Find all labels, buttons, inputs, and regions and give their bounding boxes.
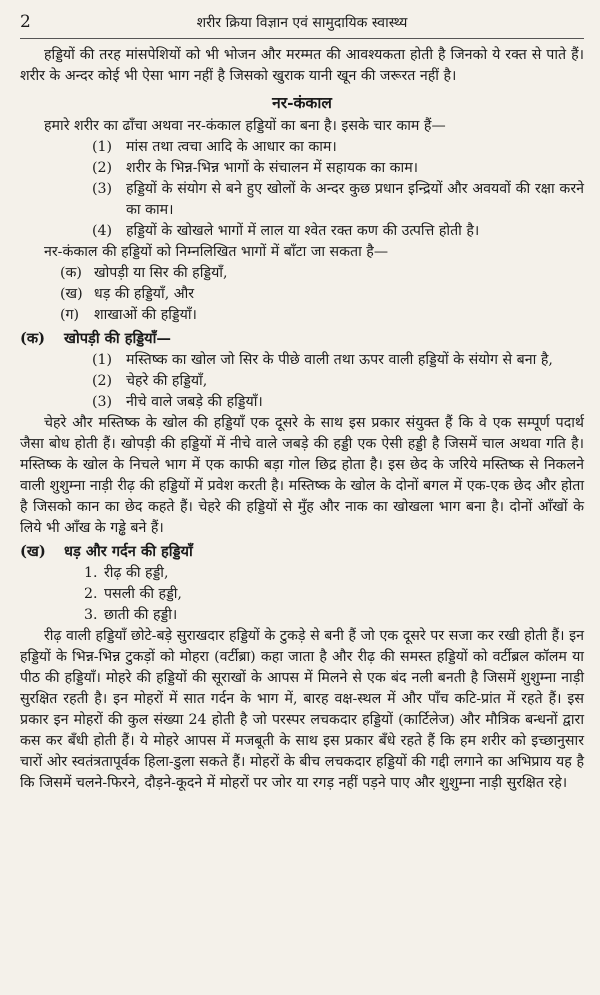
page-header [20,12,584,39]
list-item [20,305,584,326]
list-text: खोपड़ी या सिर की हड्डियाँ, [94,265,228,281]
list-item [20,284,584,305]
skull-heading [20,328,584,350]
list-text: हड्डियों के संयोग से बने हुए खोलों के अन्दर कुछ प्रधान इन्द्रियों और अवयवों की रक्षा करने का काम। [126,181,584,218]
list-marker: (ख) [60,286,83,302]
list-marker: 1. [84,565,98,581]
heading-text: खोपड़ी की हड्डियाँ— [64,330,172,347]
list-text: शरीर के भिन्न-भिन्न भागों के संचालन में सहायक का काम। [126,160,419,176]
heading-text: धड़ और गर्दन की हड्डियाँ [64,543,193,560]
list-item [20,158,584,179]
list-text: छाती की हड्डी। [104,607,178,623]
trunk-paragraph: रीढ़ वाली हड्डियाँ छोटे-बड़े सुराखदार हड्डियों के टुकड़े से बनी हैं जो एक दूसरे पर सजा कर रखी होती हैं। इन हड्डियों के भिन्न-भिन्न टुकड़ों को मोहरा (वर्टीब्रा) कहा जाता है और रीढ़ की समस्त हड्डियों को वर्टीब्रल कॉलम या पीठ की हड्डियाँ। मोहरे की हड्डियों की सूराखों के आपस में मिलने से एक बंद नली बनती है जिसमें शुशुम्ना नाड़ी सुरक्षित रहती है। इन मोहरों में सात गर्दन के भाग में, बारह वक्ष-स्थल में और पाँच कटि-प्रांत में रहते हैं। इस प्रकार इन मोहरों की कुल संख्या 24 होती है जो परस्पर लचकदार हड्डियों (कार्टिलेज) और मौत्रिक बन्धनों द्वारा कस कर बँधी होती हैं। ये मोहरे आपस में मजबूती के साथ इस प्रकार बँधे रहते हैं कि हम शरीर को इच्छानुसार चारों ओर स्वतंत्रतापूर्वक हिला-डुला सकते हैं। मोहरों के बीच लचकदार हड्डियों की गद्दी लगाने का अभिप्राय यह है कि जिसमें चलने-फिरने, दौड़ने-कूदने में मोहरों पर जोर या रगड़ नहीं पड़ने पाए और शुशुम्ना नाड़ी सुरक्षित रहे। [20,628,584,791]
list-text: नीचे वाले जबड़े की हड्डियाँ। [126,394,263,410]
list-item [20,179,584,221]
list-marker: (1) [92,139,113,155]
list-marker: (ग) [60,307,80,323]
skeleton-intro: हमारे शरीर का ढाँचा अथवा नर-कंकाल हड्डियों का बना है। इसके चार काम हैं— [44,118,446,134]
list-marker: (3) [92,181,113,197]
list-item [20,371,584,392]
list-text: धड़ की हड्डियाँ, और [94,286,195,302]
skull-list [20,350,584,413]
list-marker: (1) [92,352,113,368]
list-marker: (3) [92,394,113,410]
list-marker: (क) [60,265,82,281]
list-marker: 3. [84,607,98,623]
list-item [20,584,584,605]
heading-marker: (क) [20,330,46,347]
list-item [20,563,584,584]
list-text: हड्डियों के खोखले भागों में लाल या श्वेत रक्त कण की उत्पत्ति होती है। [126,223,480,239]
list-marker: 2. [84,586,98,602]
list-item [20,392,584,413]
list-item [20,350,584,371]
functions-list [20,137,584,242]
list-item [20,137,584,158]
section-title: नर-कंकाल [272,93,332,112]
list-item [20,221,584,242]
parts-list [20,263,584,326]
page-number: 2 [20,12,31,32]
intro-paragraph: हड्डियों की तरह मांसपेशियों को भी भोजन और मरम्मत की आवश्यकता होती है जिनको ये रक्त से पाते हैं। शरीर के अन्दर कोई भी ऐसा भाग नहीं है जिसको खुराक यानी खून की जरूरत नहीं है। [20,47,584,84]
trunk-list [20,563,584,626]
running-title: शरीर क्रिया विज्ञान एवं सामुदायिक स्वास्थ्य [196,15,408,31]
list-text: शाखाओं की हड्डियाँ। [94,307,197,323]
list-text: पसली की हड्डी, [104,586,182,602]
list-text: रीढ़ की हड्डी, [104,565,169,581]
list-marker: (2) [92,160,113,176]
list-marker: (2) [92,373,113,389]
division-intro: नर-कंकाल की हड्डियों को निम्नलिखित भागों में बाँटा जा सकता है— [44,244,389,260]
trunk-heading [20,541,584,563]
list-text: मस्तिष्क का खोल जो सिर के पीछे वाली तथा ऊपर वाली हड्डियों के संयोग से बना है, [126,352,553,368]
list-text: मांस तथा त्वचा आदि के आधार का काम। [126,139,337,155]
skull-paragraph: चेहरे और मस्तिष्क के खोल की हड्डियाँ एक दूसरे के साथ इस प्रकार संयुक्त हैं कि वे एक सम्पूर्ण पदार्थ जैसा बोध होती हैं। खोपड़ी की हड्डियों में नीचे वाले जबड़े की हड्डी एक ऐसी हड्डी है जिसमें चाल अथवा गति है। मस्तिष्क के खोल के निचले भाग में एक काफी बड़ा गोल छिद्र होता है। इस छेद के जरिये मस्तिष्क से निकलने वाली शुशुम्ना नाड़ी रीढ़ की हड्डियों में प्रवेश करती है। मस्तिष्क के खोल के दोनों बगल में एक-एक छेद और होता है जिसको कान का छेद कहते हैं। चेहरे की हड्डियों से मुँह और नाक का खोखला भाग बना है। दोनों आँखों के लिये भी आँख के गड्ढे बने हैं। [20,415,584,536]
list-item [20,263,584,284]
list-text: चेहरे की हड्डियाँ, [126,373,208,389]
heading-marker: (ख) [20,543,46,560]
list-item [20,605,584,626]
list-marker: (4) [92,223,113,239]
